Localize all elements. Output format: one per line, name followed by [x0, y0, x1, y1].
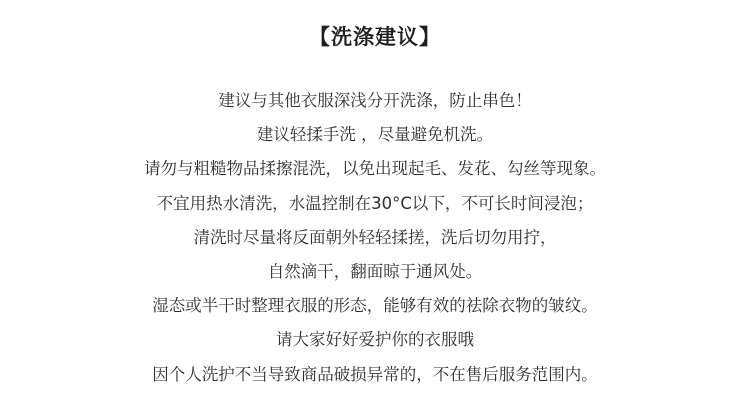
page-title: 【洗涤建议】: [309, 25, 441, 49]
instruction-line: 请大家好好爱护你的衣服哦: [276, 330, 474, 350]
washing-instructions-list: [0, 84, 750, 392]
instruction-line: 湿态或半干时整理衣服的形态，能够有效的祛除衣物的皱纹。: [152, 296, 598, 316]
instruction-line: 清洗时尽量将反面朝外轻轻揉搓，洗后切勿用拧，: [193, 227, 557, 247]
instruction-line: 建议轻揉手洗 ，尽量避免机洗。: [256, 125, 494, 145]
instruction-line: 不宜用热水清洗，水温控制在30°C以下，不可长时间浸泡；: [156, 193, 594, 213]
instruction-line: 请勿与粗糙物品揉擦混洗，以免出现起毛、发花、勾丝等现象。: [144, 159, 606, 179]
instruction-line: 自然滴干，翻面晾于通风处。: [267, 261, 483, 281]
instruction-line: 因个人洗护不当导致商品破损异常的，不在售后服务范围内。: [152, 364, 598, 384]
instruction-line: 建议与其他衣服深浅分开洗涤，防止串色！: [218, 91, 532, 110]
